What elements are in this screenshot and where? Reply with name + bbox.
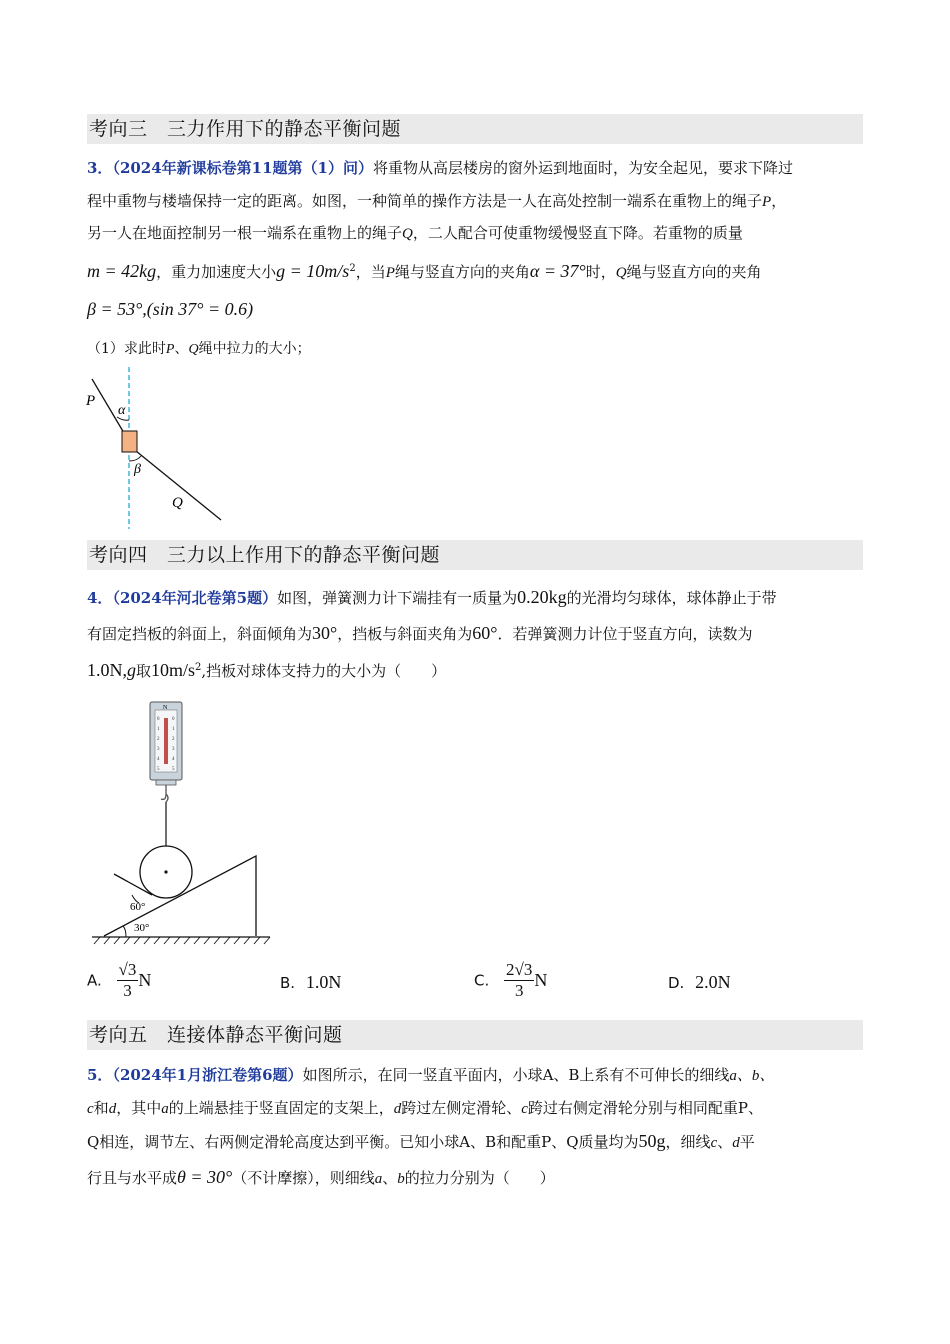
- q3-line-4: m = 42kg，重力加速度大小$g = 10m/s^2$，当P绳与竖直方向的夹角α = 37°时，Q绳与竖直方向的夹角: [87, 261, 762, 281]
- weight-block: [122, 431, 137, 452]
- q5-line-2: c和d，其中a的上端悬挂于竖直固定的支架上，d跨过左侧定滑轮、c跨过右侧定滑轮分别与相同配重P、: [87, 1099, 764, 1117]
- label-alpha: α: [118, 403, 126, 418]
- q3-line-1: 3．（2024年新课标卷第11题第（1）问）将重物从高层楼房的窗外运到地面时，为安全起见，要求下降过: [87, 159, 794, 177]
- scale-tick-4: 4: [157, 757, 160, 762]
- q5-source: （2024年1月浙江卷第6题）: [112, 1066, 303, 1084]
- angle-60-label: 60°: [130, 901, 146, 913]
- section-heading-3: 考向三 三力作用下的静态平衡问题: [87, 114, 863, 144]
- q4-option-a[interactable]: A. $\frac{√3}{3}$ N: [87, 960, 152, 1000]
- scale-tick-4r: 4: [172, 757, 175, 762]
- q3-figure: [84, 365, 234, 531]
- q3-mass: m = 42kg: [87, 261, 157, 281]
- q4-line-3: 1.0N,g取$10m/s^2$,挡板对球体支持力的大小为（ ）: [87, 660, 447, 680]
- angle-30-arc: [123, 926, 126, 937]
- q3-number: 3．: [87, 159, 113, 177]
- scale-tick-2: 2: [157, 737, 160, 742]
- q4-option-c[interactable]: C. $\frac{2√3}{3}$ N: [474, 960, 548, 1000]
- q3-alpha: α = 37°: [529, 261, 586, 281]
- q4-line-2: 有固定挡板的斜面上，斜面倾角为30°，挡板与斜面夹角为60°．若弹簧测力计位于竖直方向，读数为: [87, 623, 753, 643]
- q4-option-b[interactable]: B. 1.0N: [280, 972, 342, 992]
- spring-scale-hook: [161, 785, 168, 802]
- q4-line-1: 4．（2024年河北卷第5题）如图，弹簧测力计下端挂有一质量为0.20kg的光滑均匀球体，球体静止于带: [87, 587, 777, 607]
- label-p: P: [86, 393, 96, 409]
- scale-tick-0r: 0: [172, 717, 175, 722]
- q5-line-3: Q相连，调节左、右两侧定滑轮高度达到平衡。已知小球A、B和配重P、Q质量均为50g，细线c、d平: [87, 1131, 755, 1151]
- q4-source: （2024年河北卷第5题）: [112, 589, 278, 607]
- section-heading-5: 考向五 连接体静态平衡问题: [87, 1020, 863, 1050]
- scale-tick-2r: 2: [172, 737, 175, 742]
- label-beta: β: [134, 462, 141, 477]
- q3-beta: β = 53°,(sin 37° = 0.6): [87, 299, 254, 319]
- scale-tick-3r: 3: [172, 747, 175, 752]
- q5-line-4: 行且与水平成θ = 30°（不计摩擦），则细线a、b的拉力分别为（ ）: [87, 1167, 555, 1187]
- scale-tick-1r: 1: [172, 727, 175, 732]
- scale-unit: N: [163, 705, 168, 711]
- q3-source: （2024年新课标卷第11题第（1）问）: [112, 159, 373, 177]
- q3-subquestion-1: （1）求此时P、Q绳中拉力的大小；: [87, 341, 311, 357]
- ball-center: [164, 870, 167, 873]
- beta-arc: [129, 456, 141, 461]
- q4-option-d[interactable]: D. 2.0N: [668, 972, 731, 992]
- ground-hatching: [94, 937, 270, 944]
- section-heading-4: 考向四 三力以上作用下的静态平衡问题: [87, 540, 863, 570]
- option-a-fraction: $\frac{√3}{3}$: [118, 960, 137, 1000]
- q5-line-1: 5．（2024年1月浙江卷第6题）如图所示，在同一竖直平面内，小球A、B上系有不可伸长的细线a、b、: [87, 1066, 775, 1084]
- spring-scale-bottom: [156, 780, 176, 785]
- q4-number: 4．: [87, 589, 113, 607]
- scale-tick-1: 1: [157, 727, 160, 732]
- option-c-fraction: $\frac{2√3}{3}$: [506, 960, 533, 1000]
- label-q: Q: [172, 495, 183, 511]
- scale-tick-5r: 5: [172, 767, 175, 772]
- scale-tick-0: 0: [157, 717, 160, 722]
- angle-30-label: 30°: [134, 922, 150, 934]
- q5-number: 5．: [87, 1066, 113, 1084]
- scale-tick-3: 3: [157, 747, 160, 752]
- spring-scale-indicator: [164, 718, 168, 764]
- q3-line-2: 程中重物与楼墙保持一定的距离。如图，一种简单的操作方法是一人在高处控制一端系在重物上的绳子P，: [87, 192, 787, 210]
- scale-tick-5: 5: [157, 767, 160, 772]
- q3-g: g = 10m/s: [276, 261, 350, 281]
- q3-line-5: [87, 298, 253, 321]
- q3-line-3: 另一人在地面控制另一根一端系在重物上的绳子Q，二人配合可使重物缓慢竖直下降。若重物的质量: [87, 224, 743, 242]
- q4-figure: [88, 698, 273, 946]
